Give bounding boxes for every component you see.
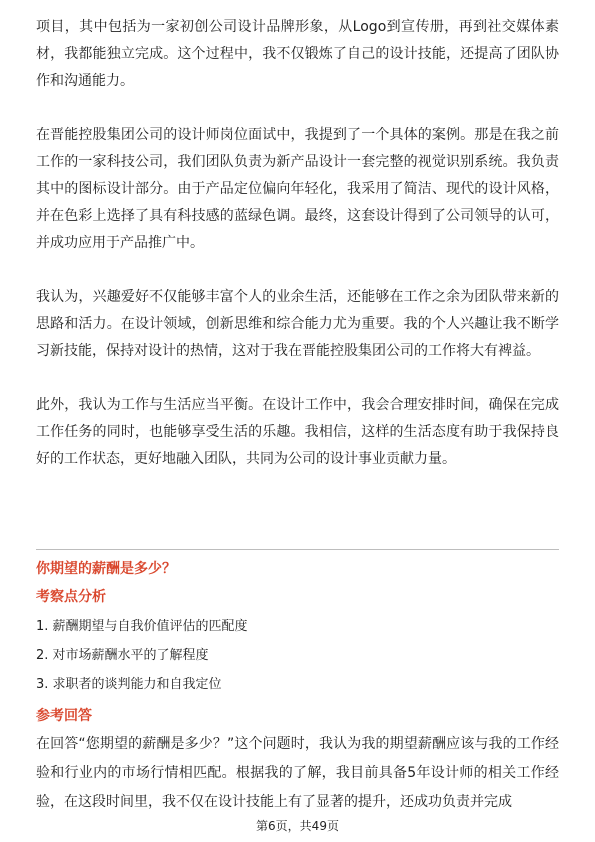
analysis-list xyxy=(36,612,559,699)
answer-heading: 参考回答 xyxy=(36,708,92,724)
question-title: 你期望的薪酬是多少？ xyxy=(36,561,176,577)
list-item: 2. 对市场薪酬水平的了解程度 xyxy=(36,648,209,663)
paragraph-3: 我认为，兴趣爱好不仅能够丰富个人的业余生活，还能够在工作之余为团队带来新的思路和活力。在设计领域，创新思维和综合能力尤为重要。我的个人兴趣让我不断学习新技能，保持对设计的热情，这对于我在晋能控股集团公司的工作将大有裨益。 xyxy=(36,289,559,359)
paragraph-2: 在晋能控股集团公司的设计师岗位面试中，我提到了一个具体的案例。那是在我之前工作的一家科技公司，我们团队负责为新产品设计一套完整的视觉识别系统。我负责其中的图标设计部分。由于产品定位偏向年轻化，我采用了简洁、现代的设计风格，并在色彩上选择了具有科技感的蓝绿色调。最终，这套设计得到了公司领导的认可，并成功应用于产品推广中。 xyxy=(36,127,559,251)
answer-block xyxy=(36,730,559,817)
body-text xyxy=(36,14,559,473)
list-item: 1. 薪酬期望与自我价值评估的匹配度 xyxy=(36,619,248,634)
paragraph-1: 项目，其中包括为一家初创公司设计品牌形象，从Logo到宣传册，再到社交媒体素材，我都能独立完成。这个过程中，我不仅锻炼了自己的设计技能，还提高了团队协作和沟通能力。 xyxy=(36,19,559,89)
answer-paragraph: 在回答“您期望的薪酬是多少？”这个问题时，我认为我的期望薪酬应该与我的工作经验和行业内的市场行情相匹配。根据我的了解，我目前具备5年设计师的相关工作经验，在这段时间里，我不仅在设计技能上有了显著的提升，还成功负责并完成 xyxy=(36,736,559,810)
page-number: 第6页，共49页 xyxy=(256,819,339,833)
list-item: 3. 求职者的谈判能力和自我定位 xyxy=(36,677,222,692)
analysis-heading: 考察点分析 xyxy=(36,589,106,605)
paragraph-4: 此外，我认为工作与生活应当平衡。在设计工作中，我会合理安排时间，确保在完成工作任务的同时，也能够享受生活的乐趣。我相信，这样的生活态度有助于我保持良好的工作状态，更好地融入团队，共同为公司的设计事业贡献力量。 xyxy=(36,397,559,467)
section-divider xyxy=(36,549,559,550)
